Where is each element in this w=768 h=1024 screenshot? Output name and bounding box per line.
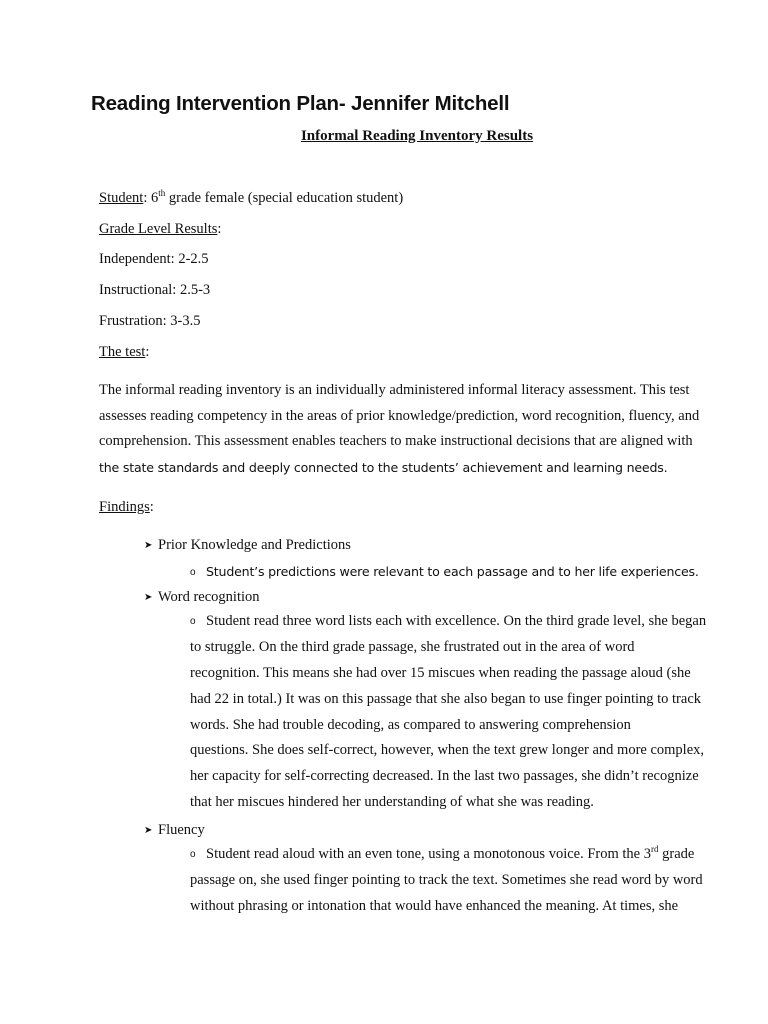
student-line: Student: 6th grade female (special education student): [99, 188, 404, 206]
finding-detail-line: questions. She does self-correct, however, when the text grew longer and more complex,: [190, 742, 705, 759]
finding-detail-line: o Student read aloud with an even tone, using a monotonous voice. From the 3rd grade: [190, 842, 735, 868]
test-paragraph-line: the state standards and deeply connected to the students’ achievement and learning needs.: [99, 459, 668, 475]
finding-detail-line: recognition. This means she had over 15 miscues when reading the passage aloud (she: [190, 664, 691, 681]
finding-word-recognition: [144, 588, 260, 607]
findings-heading: Findings:: [99, 499, 154, 515]
grade-level-line: Grade Level Results:: [99, 221, 222, 237]
finding-fluency: [144, 821, 205, 840]
circle-bullet-icon: o: [190, 616, 196, 627]
test-label: The test: [99, 344, 146, 360]
finding-heading: Prior Knowledge and Predictions: [158, 537, 351, 553]
test-paragraph: [99, 378, 733, 480]
arrow-bullet-icon: ➤: [144, 540, 153, 551]
circle-bullet-icon: o: [190, 849, 196, 860]
arrow-bullet-icon: ➤: [144, 825, 153, 836]
arrow-bullet-icon: ➤: [144, 592, 153, 603]
grade-level-label: Grade Level Results: [99, 221, 218, 237]
test-heading: The test:: [99, 344, 150, 360]
student-grade-number: 6: [150, 190, 159, 206]
student-description: grade female (special education student): [165, 190, 404, 206]
test-paragraph-line: The informal reading inventory is an individually administered informal literacy assessment. This test: [99, 382, 690, 398]
findings-label: Findings: [99, 499, 150, 515]
finding-detail-line: passage on, she used finger pointing to track the text. Sometimes she read word by word: [190, 871, 703, 888]
finding-detail-line: o Student read three word lists each with excellence. On the third grade level, she began: [190, 609, 735, 635]
test-paragraph-line: assesses reading competency in the areas of prior knowledge/prediction, word recognition, fluency, and: [99, 407, 700, 424]
test-paragraph-line: comprehension. This assessment enables teachers to make instructional decisions that are aligned with: [99, 433, 693, 449]
document-subtitle: Informal Reading Inventory Results: [300, 128, 534, 144]
finding-heading: Word recognition: [158, 589, 260, 605]
finding-detail-line: had 22 in total.) It was on this passage that she also began to use finger pointing to track: [190, 690, 702, 707]
finding-detail-line: words. She had trouble decoding, as compared to answering comprehension: [190, 716, 631, 733]
finding-prior-knowledge-details: [190, 559, 735, 585]
frustration-level: Frustration: 3-3.5: [99, 313, 201, 329]
independent-level: Independent: 2-2.5: [99, 251, 209, 267]
finding-detail-line: o Student’s predictions were relevant to each passage and to her life experiences.: [190, 559, 735, 585]
finding-heading: Fluency: [158, 822, 205, 838]
finding-fluency-details: [190, 842, 735, 920]
finding-detail-line: that her miscues hindered her understanding of what she was reading.: [190, 794, 594, 811]
instructional-level: Instructional: 2.5-3: [99, 282, 211, 298]
document-title: Reading Intervention Plan- Jennifer Mitchell: [91, 92, 510, 115]
finding-prior-knowledge: [144, 536, 351, 555]
finding-detail-line: without phrasing or intonation that would have enhanced the meaning. At times, she: [190, 897, 679, 914]
finding-detail-line: her capacity for self-correcting decreased. In the last two passages, she didn’t recognize: [190, 768, 699, 785]
student-label: Student: [99, 190, 144, 206]
finding-word-recognition-details: [190, 609, 735, 816]
finding-detail-line: to struggle. On the third grade passage, she frustrated out in the area of word: [190, 638, 635, 655]
student-grade-suffix: th: [158, 188, 166, 198]
circle-bullet-icon: o: [190, 567, 196, 578]
